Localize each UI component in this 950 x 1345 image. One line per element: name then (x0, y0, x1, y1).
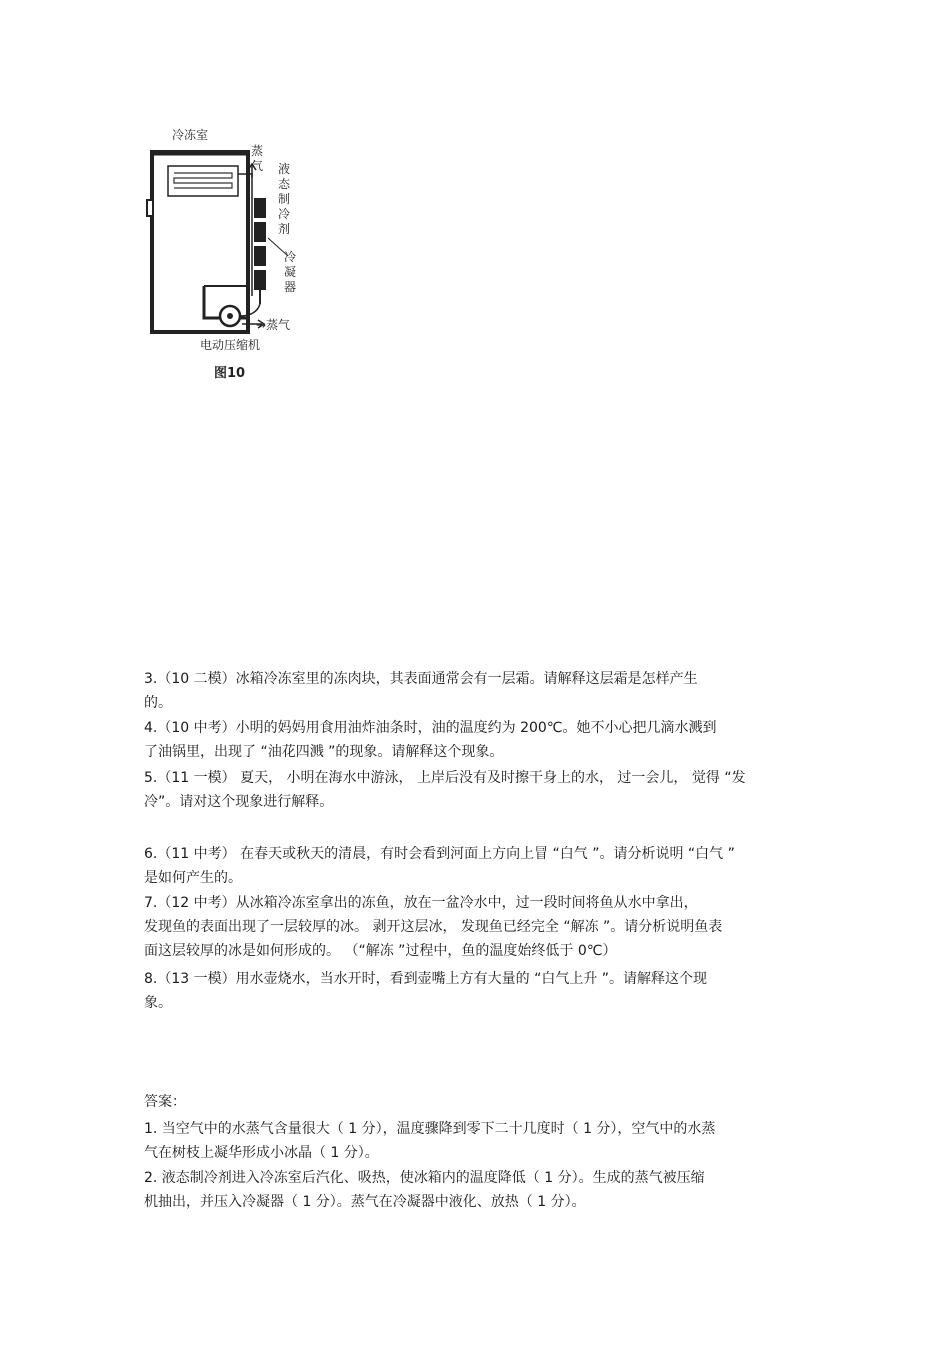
question-line: 3.（10 二模）冰箱冷冻室里的冻肉块，其表面通常会有一层霜。请解释这层霜是怎样产生 (144, 671, 698, 687)
question-line: 4.（10 中考）小明的妈妈用食用油炸油条时，油的温度约为 200℃。她不小心把几滴水溅到 (144, 720, 717, 736)
question-6 (144, 842, 824, 890)
question-line: 了油锅里，出现了 “油花四溅 ”的现象。请解释这个现象。 (144, 744, 504, 760)
answers-heading: 答案： (144, 1094, 186, 1110)
answer-line: 2. 液态制冷剂进入冷冻室后汽化、吸热，使冰箱内的温度降低（ 1 分）。生成的蒸气被压缩 (144, 1170, 705, 1186)
question-line: 发现鱼的表面出现了一层较厚的冰。 剥开这层冰， 发现鱼已经完全 “解冻 ”。请分析说明鱼表 (144, 919, 723, 935)
figure-caption: 图10 (214, 366, 246, 381)
question-line: 象。 (144, 995, 172, 1011)
answer-line: 气在树枝上凝华形成小冰晶（ 1 分）。 (144, 1145, 379, 1161)
question-line: 面这层较厚的冰是如何形成的。 （“解冻 ”过程中，鱼的温度始终低于 0℃） (144, 943, 617, 959)
question-line: 5.（11 一模） 夏天， 小明在海水中游泳， 上岸后没有及时擦干身上的水， 过一会儿， 觉得 “发 (144, 770, 746, 786)
question-line: 是如何产生的。 (144, 870, 242, 886)
freezer-label: 冷冻室 (172, 128, 209, 142)
answer-line: 机抽出，并压入冷凝器（ 1 分）。蒸气在冷凝器中液化、放热（ 1 分）。 (144, 1194, 586, 1210)
question-4 (144, 716, 824, 764)
question-5 (144, 766, 824, 814)
question-line: 8.（13 一模）用水壶烧水，当水开时，看到壶嘴上方有大量的 “白气上升 ”。请解释这个现 (144, 971, 708, 987)
liquid-refrigerant-label: 液态制冷剂 (278, 162, 291, 236)
question-3 (144, 667, 824, 715)
question-line: 6.（11 中考） 在春天或秋天的清晨，有时会看到河面上方向上冒 “白气 ”。请分析说明 “白气 ” (144, 846, 735, 862)
question-7 (144, 891, 824, 963)
answer-1 (144, 1117, 824, 1165)
question-line: 冷”。请对这个现象进行解释。 (144, 794, 334, 810)
question-8 (144, 967, 824, 1015)
answer-line: 1. 当空气中的水蒸气含量很大（ 1 分），温度骤降到零下二十几度时（ 1 分），空气中的水蒸 (144, 1121, 716, 1137)
vapor-top-label: 蒸气 (251, 144, 264, 173)
answer-2 (144, 1166, 824, 1214)
refrigerator-diagram (138, 118, 298, 388)
question-line: 7.（12 中考）从冰箱冷冻室拿出的冻鱼，放在一盆冷水中，过一段时间将鱼从水中拿出， (144, 895, 698, 911)
question-line: 的。 (144, 695, 172, 711)
condenser-label: 冷凝器 (284, 250, 297, 294)
vapor-out-label: →蒸气 (256, 318, 291, 332)
compressor-label: 电动压缩机 (200, 338, 261, 352)
